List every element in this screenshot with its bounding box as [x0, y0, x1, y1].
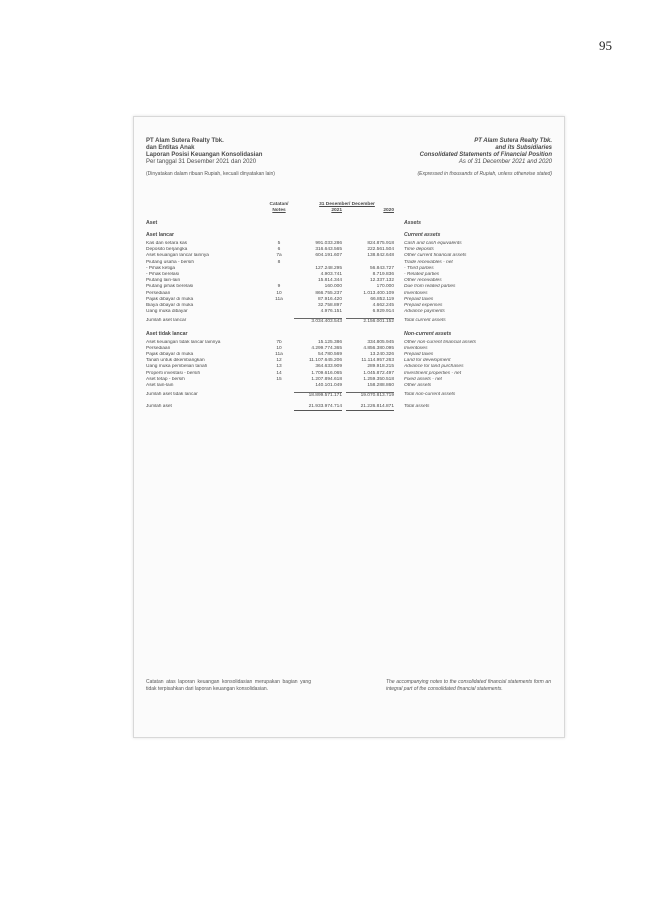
- company-name-id: PT Alam Sutera Realty Tbk.: [146, 138, 224, 144]
- company-sub-en: and its Subsidiaries: [495, 145, 552, 151]
- value-2020: 2.156.001.152: [346, 318, 394, 325]
- account-name-en: Cash and cash equivalents: [404, 241, 462, 246]
- value-2021: 604.191.607: [315, 253, 342, 259]
- account-name-id: Aset: [146, 220, 158, 226]
- value-2020: 19.070.813.719: [346, 392, 394, 399]
- note-ref: 7a: [276, 253, 282, 259]
- account-name-id: Pajak dibayar di muka: [146, 296, 194, 302]
- account-name-id: Piutang lain-lain: [146, 278, 181, 284]
- account-name-id: Jumlah aset tidak lancar: [146, 392, 198, 398]
- note-ref: 10: [276, 290, 282, 296]
- note-ref: 11a: [275, 352, 283, 357]
- account-name-en: Advance for land purchases: [404, 364, 464, 370]
- note-ref: 14: [276, 370, 282, 376]
- account-name-en: Current assets: [404, 232, 441, 238]
- value-2020: 289.918.215: [367, 364, 394, 370]
- table-row: [134, 253, 564, 259]
- account-name-en: - Related parties: [404, 272, 440, 277]
- value-2021: 21.933.974.714: [294, 404, 342, 411]
- account-name-id: Aset lancar: [146, 232, 174, 238]
- value-2021: 18.899.571.171: [294, 392, 342, 399]
- table-row: [134, 266, 564, 272]
- value-2020: 1.013.400.109: [363, 290, 394, 296]
- note-ref: 9: [277, 284, 281, 290]
- account-name-id: Jumlah aset: [146, 404, 172, 410]
- account-name-en: Land for development: [404, 358, 451, 364]
- account-name-id: Properti investasi - bersih: [146, 370, 201, 376]
- table-row: [134, 260, 564, 266]
- value-2021: 127.248.295: [315, 265, 342, 271]
- table-row: [134, 284, 564, 290]
- value-2020: 4.662.245: [372, 303, 394, 308]
- value-2021: 866.755.237: [315, 290, 342, 296]
- footnote-id: Catatan atas laporan keuangan konsolidasian merupakan bagian yang tidak terpisahkan dari laporan keuangan konsolidasian.: [146, 679, 311, 692]
- table-row: [134, 278, 564, 284]
- account-name-en: Total non-current assets: [404, 392, 456, 398]
- table-row: [134, 241, 564, 247]
- note-ref: 10: [276, 345, 282, 351]
- notes-header-line1: Catatan/: [269, 202, 289, 207]
- footnote-en: The accompanying notes to the consolidated financial statements form an integral part of the consolidated financial statements.: [386, 679, 551, 692]
- account-name-id: Aset tidak lancar: [146, 330, 188, 337]
- value-2020: 4.856.380.095: [363, 345, 394, 351]
- account-name-en: Due from related parties: [404, 284, 456, 290]
- total-row: [134, 318, 564, 324]
- account-name-id: Aset tetap - bersih: [146, 376, 185, 382]
- total-row: [134, 392, 564, 398]
- value-2021: 160.000: [324, 284, 342, 290]
- account-name-id: Uang muka pembelian tanah: [146, 364, 208, 370]
- company-sub-id: dan Entitas Anak: [146, 145, 195, 151]
- account-name-en: Total current assets: [404, 318, 446, 324]
- value-2020: 66.852.119: [370, 296, 394, 302]
- account-name-id: Kas dan setara kas: [146, 241, 188, 246]
- value-2021: 364.633.909: [315, 364, 342, 370]
- account-name-en: Other assets: [404, 383, 432, 388]
- page-number: 95: [599, 38, 612, 53]
- section-heading-row: [134, 232, 564, 238]
- account-name-id: Aset keuangan lancar lainnya: [146, 253, 209, 259]
- value-2020: 824.875.918: [367, 241, 394, 246]
- value-2021: 1.709.616.065: [311, 370, 342, 376]
- year-2020-header: 2020: [383, 208, 394, 213]
- note-ref: 8: [277, 259, 281, 265]
- account-name-en: Trade receivables - net: [404, 259, 453, 265]
- account-name-en: Advance payments: [404, 309, 445, 315]
- account-name-en: Time deposits: [404, 247, 434, 253]
- value-2021: 15.125.386: [317, 339, 342, 345]
- header-right: [420, 138, 552, 166]
- note-ref: 7b: [276, 339, 282, 345]
- value-2020: 1.045.872.497: [363, 370, 394, 376]
- account-name-en: Total assets: [404, 404, 430, 410]
- account-name-id: Persediaan: [146, 345, 171, 351]
- notes-header-line2: Notes: [272, 208, 286, 213]
- account-name-en: Prepaid expenses: [404, 303, 443, 308]
- account-name-id: Jumlah aset lancar: [146, 318, 187, 324]
- account-name-en: Prepaid taxes: [404, 296, 434, 302]
- header-left: [146, 138, 262, 166]
- notes-column-header: [266, 202, 292, 214]
- value-2020: 21.226.814.871: [346, 404, 394, 411]
- expressed-note-en: (Expressed in thousands of Rupiah, unless otherwise stated): [417, 171, 552, 177]
- account-name-en: Investment properties - net: [404, 370, 462, 376]
- account-name-en: Assets: [404, 220, 422, 226]
- value-2021: 15.814.344: [317, 278, 342, 284]
- report-date-en: As of 31 December 2021 and 2020: [458, 159, 552, 165]
- value-2021: 316.643.565: [315, 247, 342, 253]
- year-2021-header: 2021: [331, 208, 342, 213]
- account-name-id: - Pihak ketiga: [146, 265, 176, 271]
- account-name-en: Prepaid taxes: [404, 352, 434, 357]
- note-ref: 11a: [275, 296, 283, 302]
- account-name-en: Fixed assets - net: [404, 376, 442, 382]
- table-row: [134, 352, 564, 358]
- value-2021: 140.101.049: [315, 383, 342, 388]
- table-row: [134, 272, 564, 278]
- value-2020: 158.288.860: [367, 383, 394, 388]
- section-heading-row: [134, 331, 564, 337]
- table-row: [134, 364, 564, 370]
- table-row: [134, 383, 564, 389]
- report-date-id: Per tanggal 31 Desember 2021 dan 2020: [146, 159, 257, 165]
- note-ref: 12: [276, 358, 282, 364]
- account-name-id: Tanah untuk dikembangkan: [146, 358, 205, 364]
- value-2020: 170.000: [376, 284, 394, 290]
- account-name-en: Other non-current financial assets: [404, 339, 476, 345]
- value-2020: 334.805.945: [367, 339, 394, 345]
- statement-page: [133, 116, 565, 738]
- value-2020: 8.719.836: [372, 272, 394, 277]
- table-row: [134, 247, 564, 253]
- note-ref: 6: [277, 247, 281, 253]
- note-ref: 5: [277, 241, 281, 246]
- account-name-id: Uang muka dibayar: [146, 309, 188, 315]
- company-name-en: PT Alam Sutera Realty Tbk.: [474, 138, 552, 144]
- value-2020: 56.843.727: [369, 265, 394, 271]
- table-row: [134, 377, 564, 383]
- value-2020: 11.114.957.263: [361, 358, 394, 364]
- account-name-en: Inventories: [404, 345, 428, 351]
- expressed-note-id: (Dinyatakan dalam ribuan Rupiah, kecuali dinyatakan lain): [146, 171, 275, 177]
- value-2021: 87.916.420: [317, 296, 342, 302]
- value-2021: 11.107.645.206: [309, 358, 342, 364]
- value-2021: 54.780.569: [317, 352, 342, 357]
- value-2021: 991.033.286: [315, 241, 342, 246]
- table-row: [134, 346, 564, 352]
- account-name-id: Aset keuangan tidak lancar lainnya: [146, 339, 221, 345]
- account-name-en: Inventories: [404, 290, 428, 296]
- value-2020: 222.561.504: [367, 247, 394, 253]
- account-name-id: Deposito berjangka: [146, 247, 188, 253]
- account-name-id: Persediaan: [146, 290, 171, 296]
- account-name-id: - Pihak berelasi: [146, 272, 180, 277]
- value-2020: 1.259.350.518: [363, 376, 394, 382]
- table-row: [134, 358, 564, 364]
- account-name-id: Biaya dibayar di muka: [146, 303, 194, 308]
- value-2021: 4.903.741: [320, 272, 342, 277]
- value-2021: 4.299.774.365: [311, 345, 342, 351]
- value-2021: 3.034.403.543: [294, 318, 342, 325]
- account-name-id: Piutang pihak berelasi: [146, 284, 194, 290]
- note-ref: 13: [276, 364, 282, 370]
- value-2021: 1.207.894.618: [311, 376, 342, 382]
- account-name-en: Other receivables: [404, 278, 442, 284]
- account-name-en: - Third parties: [404, 265, 434, 271]
- value-2020: 6.929.914: [372, 309, 394, 315]
- account-name-id: Aset lain-lain: [146, 383, 174, 388]
- table-row: [134, 303, 564, 309]
- account-name-en: Other current financial assets: [404, 253, 467, 259]
- value-2020: 138.842.648: [367, 253, 394, 259]
- date-group-header: 31 Desember/ December: [319, 202, 375, 207]
- table-row: [134, 291, 564, 297]
- value-2020: 12.337.132: [369, 278, 394, 284]
- value-2020: 13.240.326: [369, 352, 394, 357]
- total-row: [134, 404, 564, 410]
- table-row: [134, 371, 564, 377]
- table-row: [134, 297, 564, 303]
- value-2021: 32.758.897: [317, 303, 342, 308]
- table-row: [134, 309, 564, 315]
- value-2021: 4.976.151: [320, 309, 342, 315]
- table-row: [134, 340, 564, 346]
- account-name-en: Non-current assets: [404, 330, 452, 337]
- report-title-en: Consolidated Statements of Financial Position: [419, 152, 552, 158]
- account-name-id: Piutang usaha - bersih: [146, 259, 194, 265]
- section-heading-row: [134, 220, 564, 226]
- account-name-id: Pajak dibayar di muka: [146, 352, 194, 357]
- note-ref: 15: [276, 376, 282, 382]
- report-title-id: Laporan Posisi Keuangan Konsolidasian: [146, 152, 263, 158]
